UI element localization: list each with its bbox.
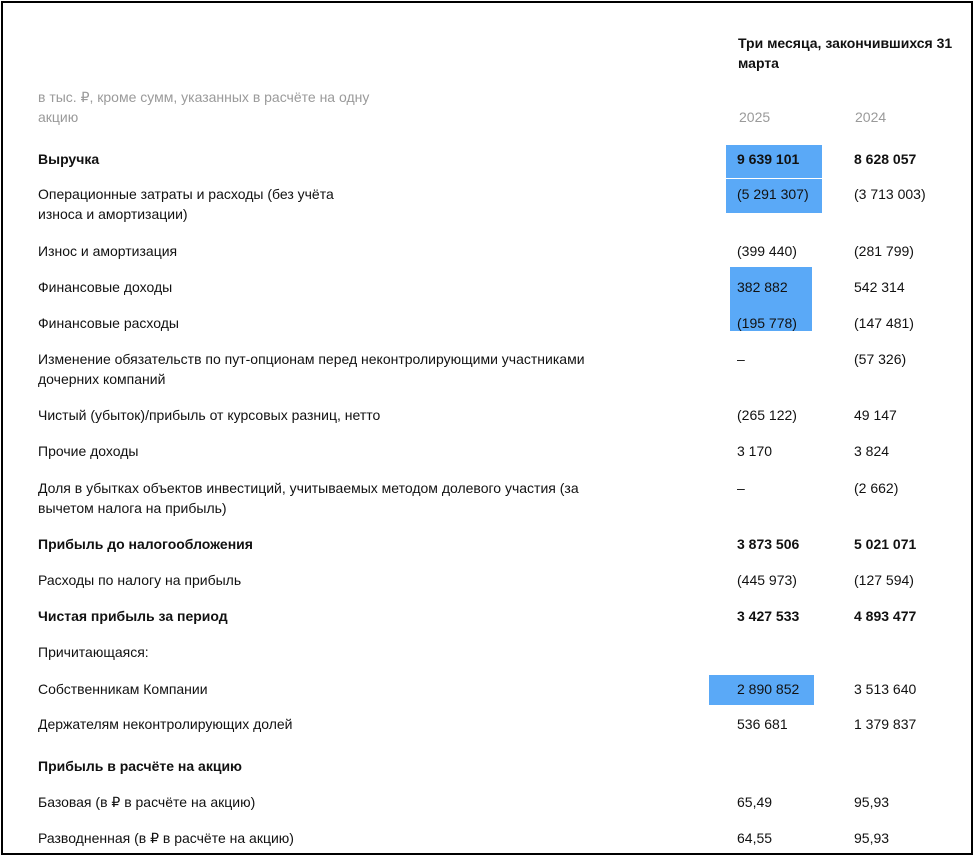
statement-frame	[1, 1, 973, 855]
row-value-2025: 2 890 852	[737, 681, 800, 697]
period-header: Три месяца, закончившихся 31 марта	[738, 35, 953, 71]
row-value-2024: 49 147	[854, 407, 897, 423]
row-value-2025: 382 882	[737, 279, 788, 295]
row-label-revenue: Выручка	[38, 151, 100, 167]
row-value-2025: 3 427 533	[737, 608, 800, 624]
row-value-2025: (445 973)	[737, 572, 797, 588]
row-label-profit-before-tax: Прибыль до налогообложения	[38, 536, 253, 552]
row-value-2024: 3 824	[854, 443, 890, 459]
row-label-depreciation: Износ и амортизация	[38, 243, 178, 259]
row-value-2024: (2 662)	[854, 480, 899, 496]
row-value-2025: (399 440)	[737, 243, 797, 259]
row-value-2025: 536 681	[737, 716, 788, 732]
row-value-2024: 5 021 071	[854, 536, 917, 552]
row-label-eps: Прибыль в расчёте на акцию	[38, 758, 243, 774]
row-label-owners: Собственникам Компании	[38, 681, 208, 697]
row-value-2025: (265 122)	[737, 407, 797, 423]
row-value-2025: 3 873 506	[737, 536, 800, 552]
row-label-finance-income: Финансовые доходы	[38, 279, 173, 295]
row-value-2025: (5 291 307)	[737, 186, 809, 202]
row-value-2025: 64,55	[737, 830, 773, 846]
row-value-2025: –	[737, 480, 745, 496]
row-label-put-options: Изменение обязательств по пут-опционам перед неконтролирующими участниками дочерних компаний	[38, 351, 585, 387]
row-label-nci: Держателям неконтролирующих долей	[38, 716, 293, 732]
row-label-fx: Чистый (убыток)/прибыль от курсовых разниц, нетто	[38, 407, 381, 423]
row-value-2025: 9 639 101	[737, 151, 800, 167]
row-value-2024: 4 893 477	[854, 608, 917, 624]
row-label-eps-basic: Базовая (в ₽ в расчёте на акцию)	[38, 794, 256, 810]
row-value-2025: 3 170	[737, 443, 773, 459]
row-label-equity-losses: Доля в убытках объектов инвестиций, учитываемых методом долевого участия (за вычетом налога на прибыль)	[38, 480, 579, 516]
row-label-eps-diluted: Разводненная (в ₽ в расчёте на акцию)	[38, 830, 294, 846]
row-value-2024: 95,93	[854, 830, 890, 846]
row-value-2024: (127 594)	[854, 572, 914, 588]
row-label-net-profit: Чистая прибыль за период	[38, 608, 228, 624]
row-value-2025: 65,49	[737, 794, 773, 810]
row-value-2024: 95,93	[854, 794, 890, 810]
row-value-2024: (3 713 003)	[854, 186, 926, 202]
row-value-2024: (147 481)	[854, 315, 914, 331]
row-value-2024: 3 513 640	[854, 681, 917, 697]
row-value-2025: –	[737, 351, 745, 367]
units-note: в тыс. ₽, кроме сумм, указанных в расчёте на одну акцию	[38, 89, 370, 125]
row-label-opex: Операционные затраты и расходы (без учёта износа и амортизации)	[38, 186, 334, 222]
row-value-2024: (57 326)	[854, 351, 907, 367]
row-label-other-income: Прочие доходы	[38, 443, 139, 459]
row-label-income-tax: Расходы по налогу на прибыль	[38, 572, 242, 588]
row-value-2024: 8 628 057	[854, 151, 917, 167]
row-value-2024: 1 379 837	[854, 716, 917, 732]
row-label-attributable: Причитающаяся:	[38, 644, 149, 660]
column-header-2024: 2024	[855, 109, 887, 125]
row-value-2024: 542 314	[854, 279, 905, 295]
column-header-2025: 2025	[739, 109, 771, 125]
row-label-finance-expense: Финансовые расходы	[38, 315, 179, 331]
row-value-2025: (195 778)	[737, 315, 797, 331]
row-value-2024: (281 799)	[854, 243, 914, 259]
